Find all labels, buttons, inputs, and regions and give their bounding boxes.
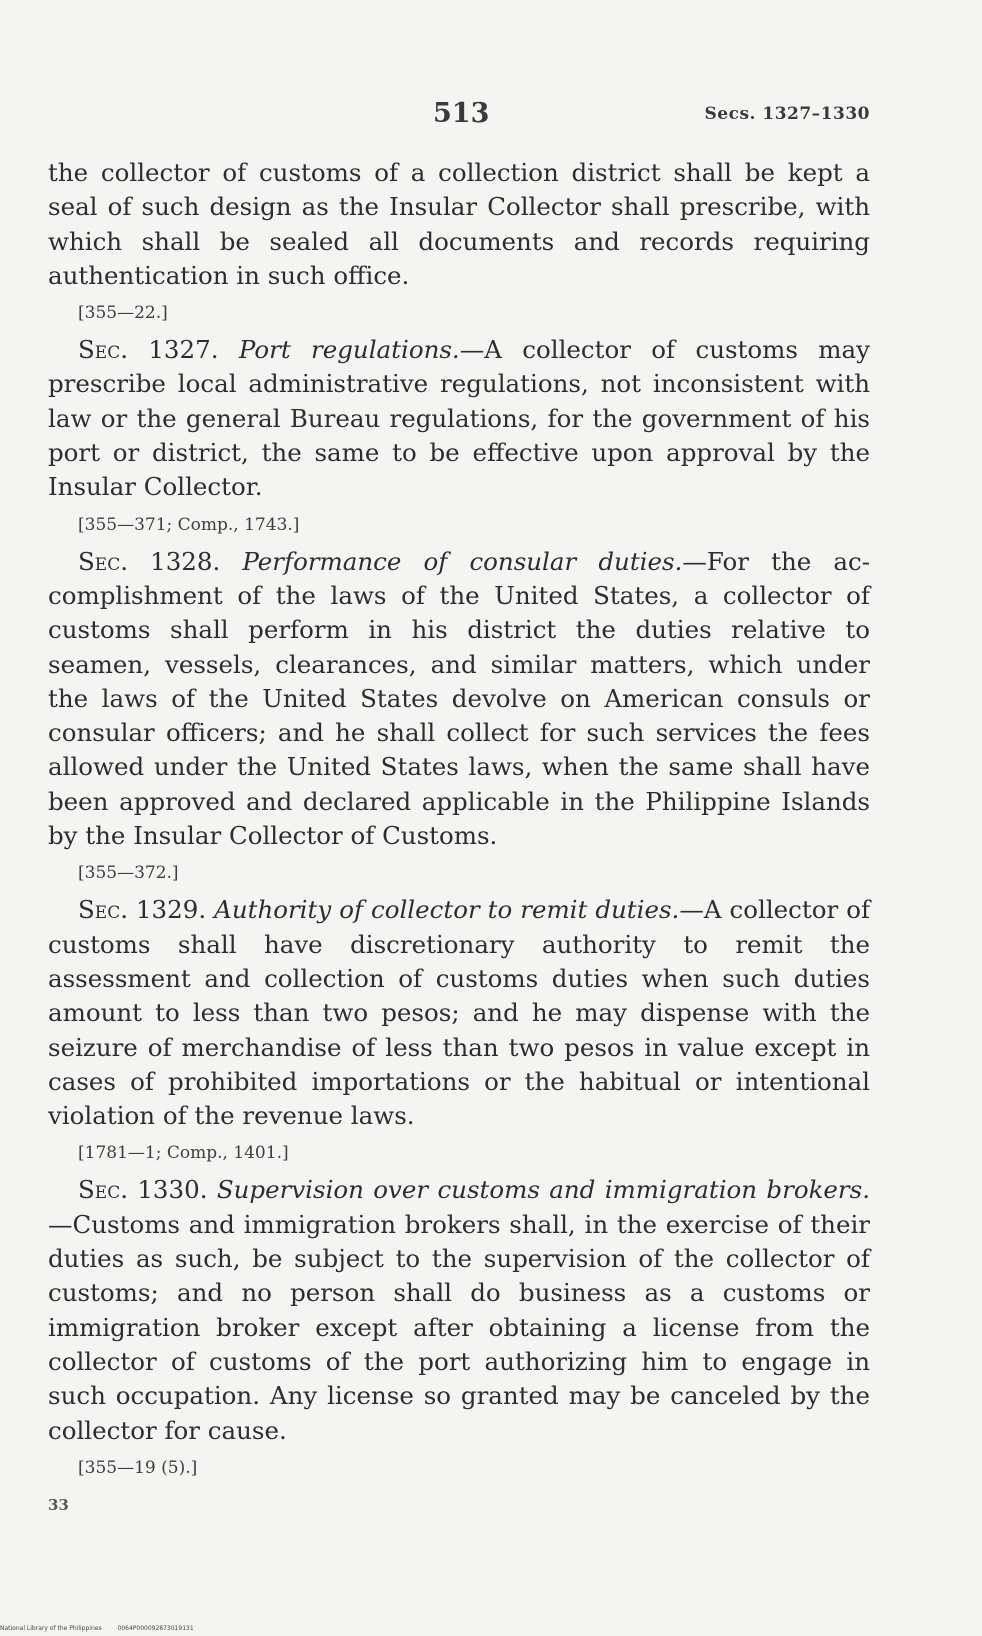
section-1330 — [48, 1173, 870, 1447]
section-1329 — [48, 893, 870, 1133]
section-1328 — [48, 545, 870, 854]
section-1327 — [48, 333, 870, 504]
footer-code: 0064P000092873019131 — [117, 1625, 194, 1632]
section-title: Supervision over customs and immigration brokers. — [216, 1175, 870, 1205]
section-text: —A collector of customs may prescribe local administrative regulations, not inconsistent with law or the general Bureau regulations, for the government of his port or district, the same to be effective upon approval by the Insular Collector. — [48, 335, 870, 502]
section-text: —A collector of customs shall have discretionary authority to remit the assessment and collection of customs duties when such duties amount to less than two pesos; and he may dispense with the seizure of merchandise of less than two pesos in value except in cases of prohibited importations or the habitual or intentional violation of the revenue laws. — [48, 895, 871, 1131]
page-header — [48, 98, 870, 132]
section-citation: [355—372.] — [78, 863, 179, 884]
section-label: Sec. 1329. — [78, 895, 207, 925]
section-label: Sec. 1330. — [78, 1175, 208, 1205]
section-title: Port regulations. — [238, 335, 460, 365]
section-title: Performance of consular duties. — [242, 546, 683, 576]
intro-paragraph: the collector of customs of a collection district shall be kept a seal of such design as the Insular Collector shall prescribe, with which shall be sealed all documents and records requiring authentication in such office. — [48, 158, 870, 290]
body-text — [48, 156, 870, 1522]
footer-library: National Library of the Philippines — [0, 1625, 102, 1632]
section-citation: [355—371; Comp., 1743.] — [78, 514, 300, 535]
section-label: Sec. 1328. — [78, 546, 221, 576]
scan-footer — [0, 1625, 208, 1632]
section-text: —Customs and immigration brokers shall, in the exercise of their duties as such, be subject to the supervision of the collector of customs; and no person shall do business as a customs or immigration broker except after obtaining a license from the collector of customs of the port authorizing him to engage in such occupation. Any license so granted may be canceled by the collector for cause. — [48, 1209, 870, 1445]
section-label: Sec. 1327. — [78, 335, 219, 365]
page-number: 513 — [433, 98, 490, 129]
section-text: —For the accomplishment of the laws of the United States, a collector of customs shall perform in his district the duties relative to seamen, vessels, clearances, and similar matters, which under the laws of the United States devolve on American consuls or consular officers; and he shall collect for such services the fees allowed under the United States laws, when the same shall have been approved and declared applicable in the Philippine Islands by the Insular Collector of Customs. — [48, 546, 870, 851]
section-title: Authority of collector to remit duties. — [214, 895, 680, 925]
section-citation: [355—19 (5).] — [78, 1457, 198, 1478]
signature-mark: 33 — [48, 1495, 69, 1514]
section-citation: [1781—1; Comp., 1401.] — [78, 1143, 289, 1164]
sections-reference: Secs. 1327–1330 — [704, 104, 870, 124]
intro-citation: [355—22.] — [78, 303, 168, 324]
